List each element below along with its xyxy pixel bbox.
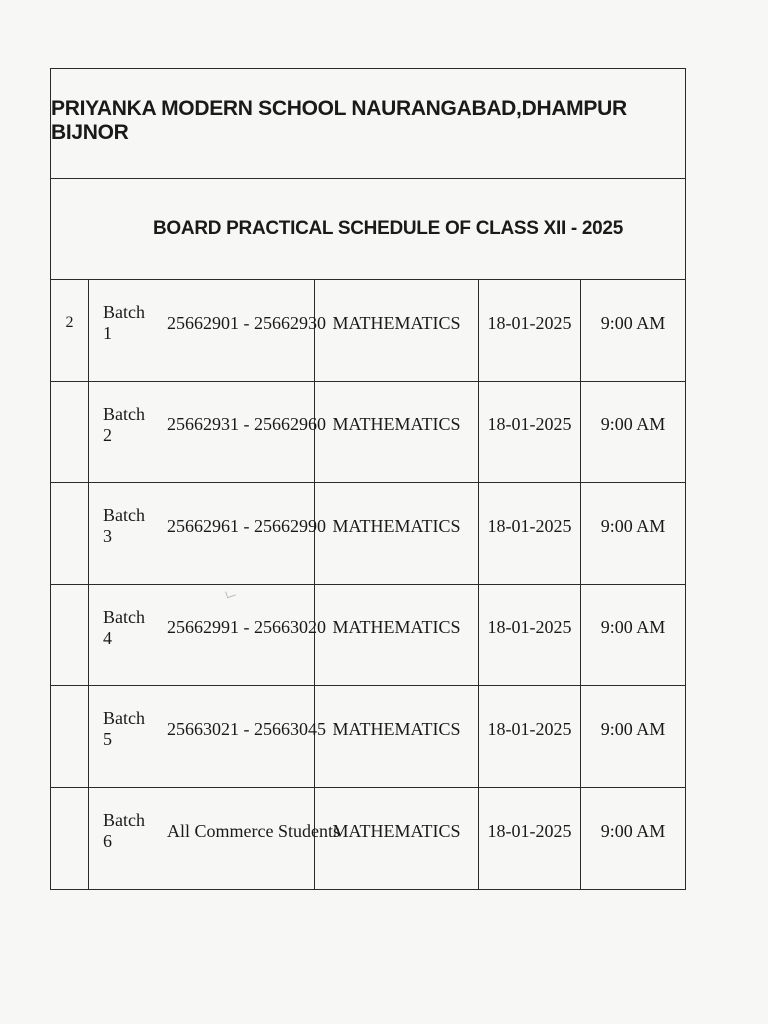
serial-number-cell: 2 <box>51 280 89 381</box>
table-row <box>51 686 685 788</box>
batch-cell <box>89 788 340 890</box>
date-cell: 18-01-2025 <box>479 788 581 890</box>
batch-label: Batch 5 <box>103 708 145 750</box>
time-cell: 9:00 AM <box>600 312 666 333</box>
time-cell: 9:00 AM <box>600 414 666 435</box>
table-row <box>51 280 685 382</box>
schedule-sheet <box>50 68 686 890</box>
batch-cell <box>89 686 326 787</box>
school-name: PRIYANKA MODERN SCHOOL NAURANGABAD,DHAMPUR BIJNOR <box>51 69 685 179</box>
serial-number-cell <box>51 686 89 787</box>
time-cell: 9:00 AM <box>600 617 666 638</box>
subject-cell: MATHEMATICS <box>315 686 479 787</box>
subject-cell: MATHEMATICS <box>315 585 479 686</box>
table-row <box>51 585 685 687</box>
time-cell: 9:00 AM <box>600 820 666 841</box>
subject-cell: MATHEMATICS <box>315 483 479 584</box>
schedule-title: BOARD PRACTICAL SCHEDULE OF CLASS XII - 2025 <box>51 179 685 280</box>
batch-label: Batch 4 <box>103 606 145 648</box>
date-cell: 18-01-2025 <box>479 483 581 584</box>
date-cell: 18-01-2025 <box>479 585 581 686</box>
date-cell: 18-01-2025 <box>479 382 581 483</box>
batch-cell <box>89 280 326 381</box>
date-cell: 18-01-2025 <box>479 686 581 787</box>
table-row <box>51 788 685 890</box>
batch-label: Batch 3 <box>103 505 145 547</box>
schedule-table <box>51 280 685 889</box>
roll-range: All Commerce Students <box>167 820 340 841</box>
roll-range: 25663021 - 25663045 <box>167 718 326 739</box>
subject-cell: MATHEMATICS <box>315 788 479 890</box>
subject-cell: MATHEMATICS <box>315 280 479 381</box>
serial-number-cell <box>51 585 89 686</box>
batch-cell <box>89 382 326 483</box>
batch-cell <box>89 585 326 686</box>
roll-range: 25662901 - 25662930 <box>167 312 326 333</box>
table-row <box>51 382 685 484</box>
batch-label: Batch 2 <box>103 403 145 445</box>
time-cell: 9:00 AM <box>600 718 666 739</box>
table-row <box>51 483 685 585</box>
serial-number-cell <box>51 483 89 584</box>
roll-range: 25662991 - 25663020 <box>167 617 326 638</box>
time-cell: 9:00 AM <box>600 515 666 536</box>
serial-number-cell <box>51 788 89 890</box>
roll-range: 25662961 - 25662990 <box>167 515 326 536</box>
date-cell: 18-01-2025 <box>479 280 581 381</box>
subject-cell: MATHEMATICS <box>315 382 479 483</box>
roll-range: 25662931 - 25662960 <box>167 414 326 435</box>
serial-number-cell <box>51 382 89 483</box>
batch-label: Batch 1 <box>103 302 145 344</box>
batch-label: Batch 6 <box>103 810 145 852</box>
batch-cell <box>89 483 326 584</box>
